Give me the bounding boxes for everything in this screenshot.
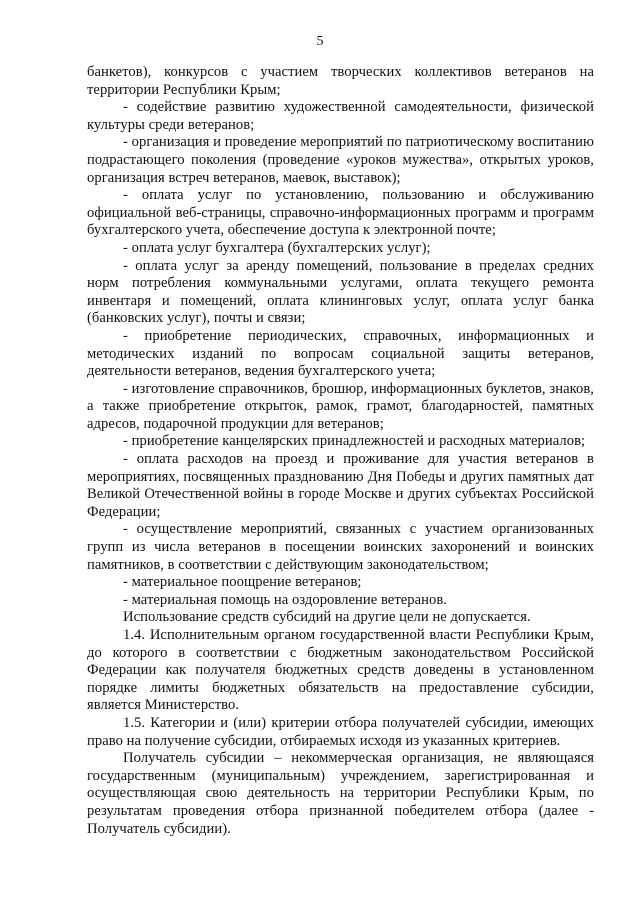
document-body [87, 64, 594, 838]
list-item-travel: - оплата расходов на проезд и проживание для участия ветеранов в мероприятиях, посвященных празднованию Дня Победы и других памятных дат Великой Отечественной войны в городе Москве и других субъектах Российской Федерации; [87, 451, 594, 520]
paragraph-banquets-continuation: банкетов), конкурсов с участием творческих коллективов ветеранов на территории Республики Крым; [87, 64, 594, 98]
section-1-4: 1.4. Исполнительным органом государственной власти Республики Крым, до которого в соответствии с бюджетным законодательством Российской Федерации как получателя бюджетных средств доведены в установленном порядке лимиты бюджетных обязательств на предоставление субсидии, является Министерство. [87, 627, 594, 714]
list-item-health-aid: - материальная помощь на оздоровление ветеранов. [123, 591, 448, 608]
list-item-amateur-arts: - содействие развитию художественной самодеятельности, физической культуры среди ветеранов; [87, 99, 594, 133]
paragraph-usage-restriction: Использование средств субсидий на другие цели не допускается. [123, 609, 531, 626]
list-item-rent: - оплата услуг за аренду помещений, пользование в пределах средних норм потребления коммунальными услугами, оплата текущего ремонта инвентаря и помещений, оплата клининговых услуг, оплата услуг банка (банковских услуг), почты и связи; [87, 257, 594, 327]
list-item-web-services: - оплата услуг по установлению, пользованию и обслуживанию официальной веб-страницы, справочно-информационных программ и программ бухгалтерского учета, обеспечение доступа к электронной почте; [87, 187, 594, 239]
list-item-stationery: - приобретение канцелярских принадлежностей и расходных материалов; [123, 433, 586, 450]
page-number: 5 [316, 34, 324, 49]
section-1-5: 1.5. Категории и (или) критерии отбора получателей субсидии, имеющих право на получение субсидии, отбираемых исходя из указанных критериев. [87, 714, 594, 749]
list-item-incentives: - материальное поощрение ветеранов; [123, 574, 362, 591]
list-item-patriotic-events: - организация и проведение мероприятий по патриотическому воспитанию подрастающего поколения (проведение «уроков мужества», открытых уроков, организация встреч ветеранов, маевок, выставок); [87, 134, 594, 186]
paragraph-recipient-definition: Получатель субсидии – некоммерческая организация, не являющаяся государственным (муниципальным) учреждением, зарегистрированная и осуществляющая свою деятельность на территории Республики Крым, по результатам проведения отбора признанной победителем отбора (далее - Получатель субсидии). [87, 750, 594, 837]
list-item-memorials: - осуществление мероприятий, связанных с участием организованных групп из числа ветеранов в посещении воинских захоронений и воинских памятников, в соответствии с действующим законодательством; [87, 521, 594, 573]
list-item-accountant: - оплата услуг бухгалтера (бухгалтерских услуг); [123, 239, 431, 256]
list-item-publications: - приобретение периодических, справочных, информационных и методических изданий по вопросам социальной защиты ветеранов, деятельности ветеранов, ведения бухгалтерского учета; [87, 327, 594, 380]
list-item-printing: - изготовление справочников, брошюр, информационных буклетов, знаков, а также приобретение открыток, рамок, грамот, благодарностей, памятных адресов, подарочной продукции для ветеранов; [87, 380, 594, 432]
